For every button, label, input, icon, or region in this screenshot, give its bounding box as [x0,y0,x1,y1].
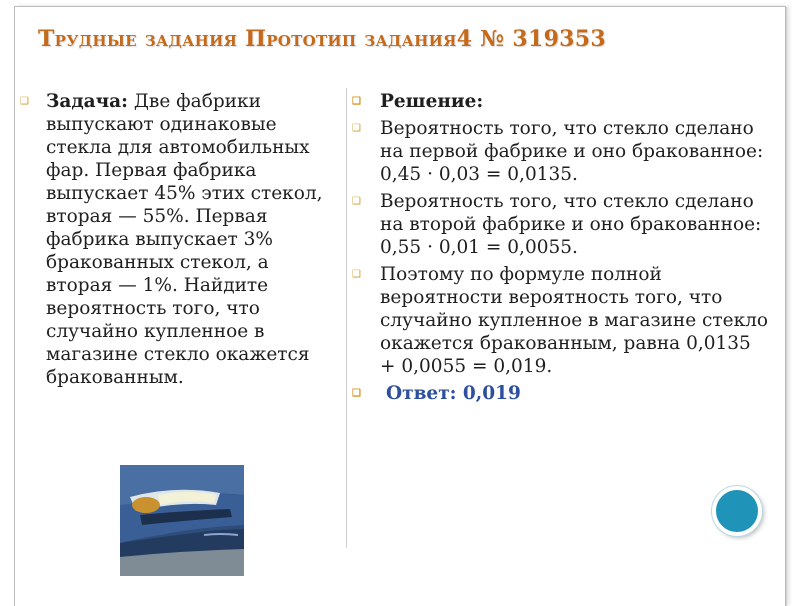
task-text: Две фабрики выпускают одинаковые стекла для автомобильных фар. Первая фабрика выпускает 45% этих стекол, вторая — 55%. Первая фабрика выпускает 3% бракованных стекол, а вторая — 1%. Найдите вероятность того, что случайно купленное в магазине стекло окажется бракованным. [46,91,323,388]
decorative-circle-icon [712,486,762,536]
solution-step [352,117,772,186]
car-headlight-image [120,465,244,576]
task-label: Задача: [46,91,129,112]
bullet-icon: ❑ [352,96,361,107]
slide-title [38,26,606,52]
task-column [20,90,340,389]
solution-heading [352,90,772,113]
bullet-icon: ❑ [352,269,361,280]
solution-step-text: Поэтому по формуле полной вероятности вероятность того, что случайно купленное в магазине стекло окажется бракованным, равна 0,0135 + 0,0055 = 0,019. [380,264,769,377]
column-divider [346,88,347,548]
solution-heading-text: Решение: [380,91,484,112]
task-paragraph [20,90,340,389]
solution-column [352,90,772,409]
solution-step-text: Вероятность того, что стекло сделано на первой фабрике и оно бракованное: 0,45 · 0,03 = 0,0135. [380,118,764,185]
title-part-number: 4 № 319353 [456,26,606,52]
solution-step [352,190,772,259]
title-part-topic: Трудные задания [38,26,238,52]
bullet-icon: ❑ [352,196,361,207]
bullet-icon: ❑ [352,388,361,399]
answer-line [352,382,772,405]
title-part-prototype: Прототип задания [245,26,457,52]
answer-text: Ответ: 0,019 [386,383,521,404]
bullet-icon: ❑ [352,123,361,134]
solution-step [352,263,772,378]
bullet-icon: ❑ [20,96,29,107]
solution-step-text: Вероятность того, что стекло сделано на второй фабрике и оно бракованное: 0,55 · 0,01 = 0,0055. [380,191,762,258]
